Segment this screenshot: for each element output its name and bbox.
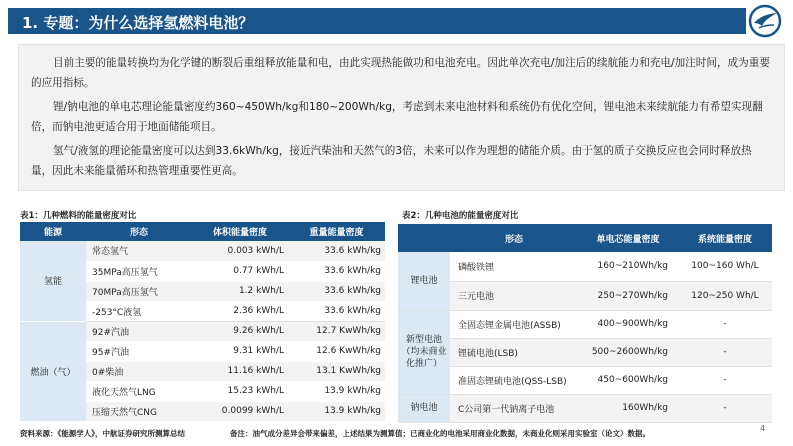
form-cell: -253°C液氢 — [86, 301, 192, 321]
form-cell: 35MPa高压氢气 — [86, 261, 192, 281]
column-header: 重量能量密度 — [288, 222, 385, 241]
weight-density-cell: 33.6 kWh/kg — [288, 281, 385, 301]
system-density-cell: 100~160 Wh/L — [678, 252, 772, 281]
volume-density-cell: 0.003 kWh/L — [192, 241, 288, 261]
form-cell: 液化天然气LNG — [86, 381, 192, 401]
column-header: 系统能量密度 — [678, 224, 772, 252]
cell-density-cell: 450~600Wh/kg — [578, 366, 678, 394]
title-bar — [8, 8, 746, 34]
table-row — [20, 241, 385, 261]
volume-density-cell: 2.36 kWh/L — [192, 301, 288, 321]
summary-paragraph: 锂/钠电池的单电芯理论能量密度约360~450Wh/kg和180~200Wh/kg，考虑到未来电池材料和系统仍有优化空间，锂电池未来续航能力有希望实现翻倍，而钠电池更适合用于地面储能项目。 — [31, 101, 763, 133]
volume-density-cell: 0.77 kWh/L — [192, 261, 288, 281]
form-cell: 常态氢气 — [86, 241, 192, 261]
volume-density-cell: 9.31 kWh/L — [192, 341, 288, 361]
column-header: 能源 — [20, 222, 86, 241]
system-density-cell: - — [678, 338, 772, 366]
page-number: 4 — [760, 424, 766, 433]
table-row — [398, 338, 772, 366]
volume-density-cell: 9.26 kWh/L — [192, 321, 288, 341]
weight-density-cell: 33.6 kWh/kg — [288, 261, 385, 281]
remark-note: 备注：油气成分差异会带来偏差，上述结果为测算值；已商业化的电池采用商业化数据，未商业化则采用实验室（论文）数据。 — [230, 429, 650, 438]
group-label-hydrogen: 氢能 — [20, 241, 86, 321]
system-density-cell: - — [678, 394, 772, 422]
weight-density-cell: 12.7 KwWh/kg — [288, 321, 385, 341]
weight-density-cell: 12.6 KwWh/kg — [288, 341, 385, 361]
page-title: 1. 专题：为什么选择氢燃料电池？ — [22, 14, 254, 32]
form-cell: 70MPa高压氢气 — [86, 281, 192, 301]
system-density-cell: - — [678, 366, 772, 394]
system-density-cell: 120~250 Wh/L — [678, 281, 772, 310]
table1-caption: 表1：几种燃料的能量密度对比 — [20, 211, 137, 221]
volume-density-cell: 1.2 kWh/L — [192, 281, 288, 301]
table-row — [398, 252, 772, 281]
cell-density-cell: 500~2600Wh/kg — [578, 338, 678, 366]
table-row — [398, 366, 772, 394]
bird-emblem-icon — [748, 4, 782, 38]
cell-density-cell: 160~210Wh/kg — [578, 252, 678, 281]
column-header: 形态 — [86, 222, 192, 241]
form-cell: 锂硫电池(LSB) — [450, 338, 578, 366]
summary-box — [18, 44, 785, 191]
source-note: 资料来源：《能源学人》，中航证券研究所测算总结 — [20, 429, 185, 438]
summary-paragraph: 目前主要的能量转换均为化学键的断裂后重组释放能量和电，由此实现热能做功和电池充电。因此单次充电/加注后的续航能力和充电/加注时间，成为重要的应用指标。 — [31, 57, 770, 89]
group-label-fuel: 燃油（气） — [20, 321, 86, 421]
table-row — [398, 281, 772, 310]
column-header: 形态 — [450, 224, 578, 252]
column-header — [398, 224, 450, 252]
form-cell: 95#汽油 — [86, 341, 192, 361]
weight-density-cell: 33.6 kWh/kg — [288, 301, 385, 321]
weight-density-cell: 13.1 KwWh/kg — [288, 361, 385, 381]
fuel-energy-density-table — [20, 222, 385, 422]
form-cell: 全固态锂金属电池(ASSB) — [450, 310, 578, 338]
table-header-row — [398, 224, 772, 252]
form-cell: 磷酸铁锂 — [450, 252, 578, 281]
battery-energy-density-table — [398, 224, 772, 423]
group-label-sodium: 钠电池 — [398, 394, 450, 422]
table-row — [398, 310, 772, 338]
form-cell: 0#柴油 — [86, 361, 192, 381]
group-label-new-battery: 新型电池（均未商业化推广） — [398, 310, 450, 394]
table2-caption: 表2：几种电池的能量密度对比 — [402, 211, 519, 221]
form-cell: 三元电池 — [450, 281, 578, 310]
volume-density-cell: 0.0099 kWh/L — [192, 401, 288, 421]
form-cell: 压缩天然气CNG — [86, 401, 192, 421]
form-cell: C公司第一代钠离子电池 — [450, 394, 578, 422]
slide-header — [0, 0, 793, 42]
form-cell: 92#汽油 — [86, 321, 192, 341]
table-row — [398, 394, 772, 422]
table-header-row — [20, 222, 385, 241]
column-header: 单电芯能量密度 — [578, 224, 678, 252]
group-label-lithium: 锂电池 — [398, 252, 450, 310]
cell-density-cell: 160Wh/kg — [578, 394, 678, 422]
summary-paragraph: 氢气/液氢的理论能量密度可以达到33.6kWh/kg，接近汽柴油和天然气的3倍，未来可以作为理想的储能介质。由于氢的质子交换反应也会同时释放热量，因此未来能量循环和热管理重要性更高。 — [31, 145, 752, 177]
form-cell: 准固态锂硫电池(QSS-LSB) — [450, 366, 578, 394]
cell-density-cell: 250~270Wh/kg — [578, 281, 678, 310]
cell-density-cell: 400~900Wh/kg — [578, 310, 678, 338]
volume-density-cell: 11.16 kWh/L — [192, 361, 288, 381]
weight-density-cell: 13.9 kWh/kg — [288, 381, 385, 401]
system-density-cell: - — [678, 310, 772, 338]
column-header: 体积能量密度 — [192, 222, 288, 241]
volume-density-cell: 15.23 kWh/L — [192, 381, 288, 401]
table-row — [20, 321, 385, 341]
weight-density-cell: 33.6 kWh/kg — [288, 241, 385, 261]
weight-density-cell: 13.9 kWh/kg — [288, 401, 385, 421]
